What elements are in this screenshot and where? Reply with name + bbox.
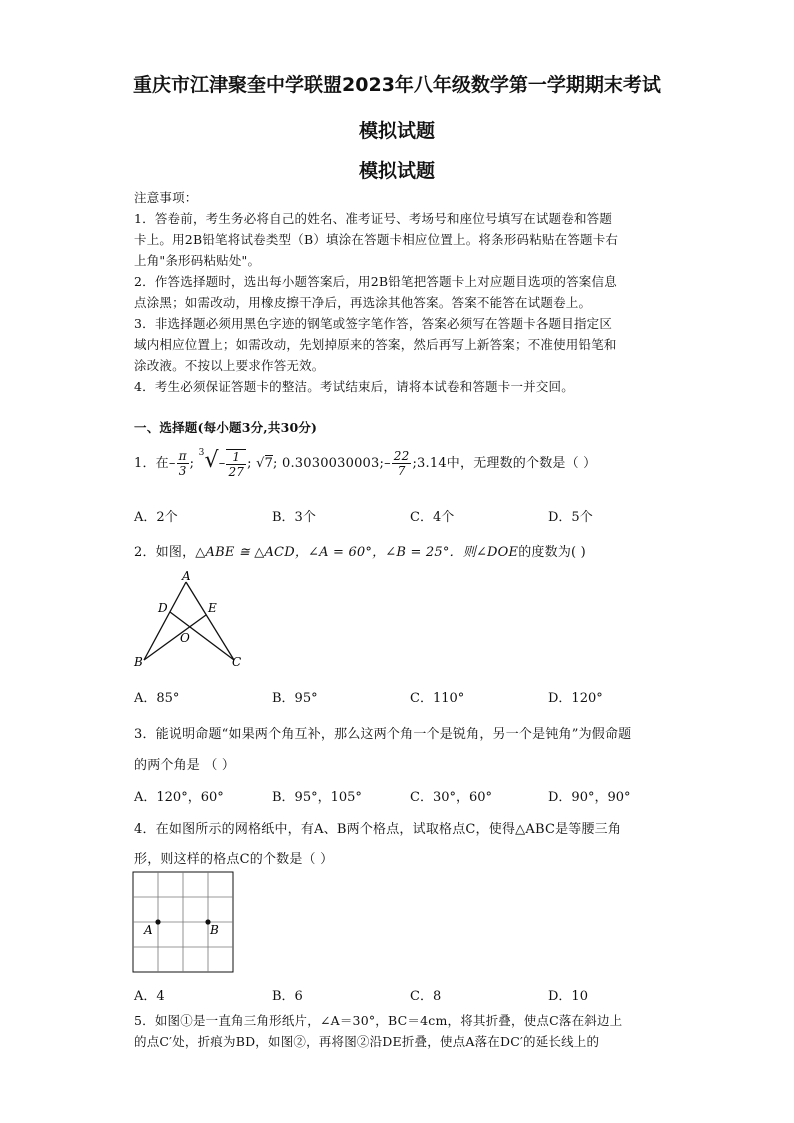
point-A	[155, 919, 160, 924]
notice-line: 卡上。用2B铅笔将试卷类型（B）填涂在答题卡相应位置上。将条形码粘贴在答题卡右	[134, 232, 619, 247]
label-A: A	[144, 923, 153, 937]
section-heading: 一、选择题(每小题3分,共30分)	[134, 420, 318, 435]
exam-subtitle-repeat: 模拟试题	[358, 160, 435, 182]
question-4-line2: 形，则这样的格点C的个数是（ ）	[134, 852, 334, 867]
question-5-line1: 5．如图①是一直角三角形纸片，∠A＝30°，BC＝4cm，将其折叠，使点C落在斜边上	[134, 1013, 623, 1028]
question-4-line1: 4．在如图所示的网格纸中，有A、B两个格点，试取格点C，使得△ABC是等腰三角	[134, 822, 622, 837]
notice-line: 3．非选择题必须用黑色字迹的钢笔或签字笔作答，答案必须写在答题卡各题目指定区	[134, 316, 613, 331]
q4-option-d: D．10	[548, 989, 588, 1004]
question-3-line1: 3．能说明命题“如果两个角互补，那么这两个角一个是锐角，另一个是钝角”为假命题	[134, 727, 632, 742]
exam-subtitle: 模拟试题	[358, 120, 435, 142]
q3-option-d: D．90°，90°	[548, 790, 631, 805]
notice-heading: 注意事项：	[134, 190, 198, 205]
q1-sqrt7: 7	[264, 456, 274, 471]
notice-line: 上角"条形码粘贴处"。	[134, 253, 261, 268]
q3-option-a: A．120°，60°	[134, 790, 224, 805]
question-3-line2: 的两个角是 （ ）	[134, 758, 236, 773]
q1-decimal: 0.3030030003	[281, 456, 380, 471]
label-B: B	[134, 655, 143, 669]
q4-option-a: A．4	[134, 989, 165, 1004]
q1-frac-27: $\frac{1}{27}$	[228, 449, 245, 479]
question-1: 1．在– $\frac{\pi}{3}$ ; $^3$√– $\frac{1}{27}$ ; √7; 0.3030030003;– $\frac{22}{7}$ ;3.14中，无理数的个数是（ ）	[134, 448, 597, 479]
notice-line: 4．考生必须保证答题卡的整洁。考试结束后，请将本试卷和答题卡一并交回。	[134, 379, 574, 394]
q1-prefix: 1．在	[134, 456, 169, 471]
q2-suffix: 的度数为( )	[518, 545, 586, 560]
q1-tail: 3.14	[417, 456, 447, 471]
label-B: B	[210, 923, 219, 937]
q1-frac-22-7: $\frac{22}{7}$	[393, 449, 410, 478]
label-O: O	[180, 631, 190, 645]
q3-option-b: B．95°，105°	[272, 790, 362, 805]
q4-option-c: C．8	[410, 989, 442, 1004]
label-D: D	[158, 601, 168, 615]
exam-title: 重庆市江津聚奎中学联盟2023年八年级数学第一学期期末考试	[133, 74, 661, 96]
triangle-figure	[130, 568, 250, 672]
q1-option-d: D．5个	[548, 510, 593, 525]
notice-line: 域内相应位置上；如需改动，先划掉原来的答案，然后再写上新答案；不准使用铅笔和	[134, 337, 617, 352]
notice-line: 1．答卷前，考生务必将自己的姓名、准考证号、考场号和座位号填写在试题卷和答题	[134, 211, 613, 226]
q2-condition: △ABE ≅ △ACD，∠A = 60°，∠B = 25°．则∠DOE	[195, 545, 519, 560]
q1-frac-pi: $\frac{\pi}{3}$	[178, 449, 187, 478]
label-E: E	[208, 601, 217, 615]
label-A: A	[182, 569, 191, 583]
q1-option-c: C．4个	[410, 510, 455, 525]
notice-line: 2．作答选择题时，选出每小题答案后，用2B铅笔把答题卡上对应题目选项的答案信息	[134, 274, 617, 289]
question-5-line2: 的点C′处，折痕为BD，如图②，再将图②沿DE折叠，使点A落在DC′的延长线上的	[134, 1034, 600, 1049]
q4-option-b: B．6	[272, 989, 303, 1004]
q1-cube-index: 3	[198, 448, 205, 458]
q2-option-b: B．95°	[272, 691, 318, 706]
q2-option-d: D．120°	[548, 691, 603, 706]
q1-suffix: 中，无理数的个数是（ ）	[446, 456, 597, 471]
q2-prefix: 2．如图，	[134, 545, 196, 560]
notice-line: 涂改液。不按以上要求作答无效。	[134, 358, 325, 373]
q1-option-b: B．3个	[272, 510, 316, 525]
q1-option-a: A．2个	[134, 510, 178, 525]
q2-option-c: C．110°	[410, 691, 465, 706]
q2-option-a: A．85°	[134, 691, 180, 706]
label-C: C	[232, 655, 242, 669]
question-2	[134, 541, 664, 560]
q3-option-c: C．30°，60°	[410, 790, 493, 805]
grid-figure	[132, 871, 234, 973]
notice-line: 点涂黑；如需改动，用橡皮擦干净后，再选涂其他答案。答案不能答在试题卷上。	[134, 295, 592, 310]
